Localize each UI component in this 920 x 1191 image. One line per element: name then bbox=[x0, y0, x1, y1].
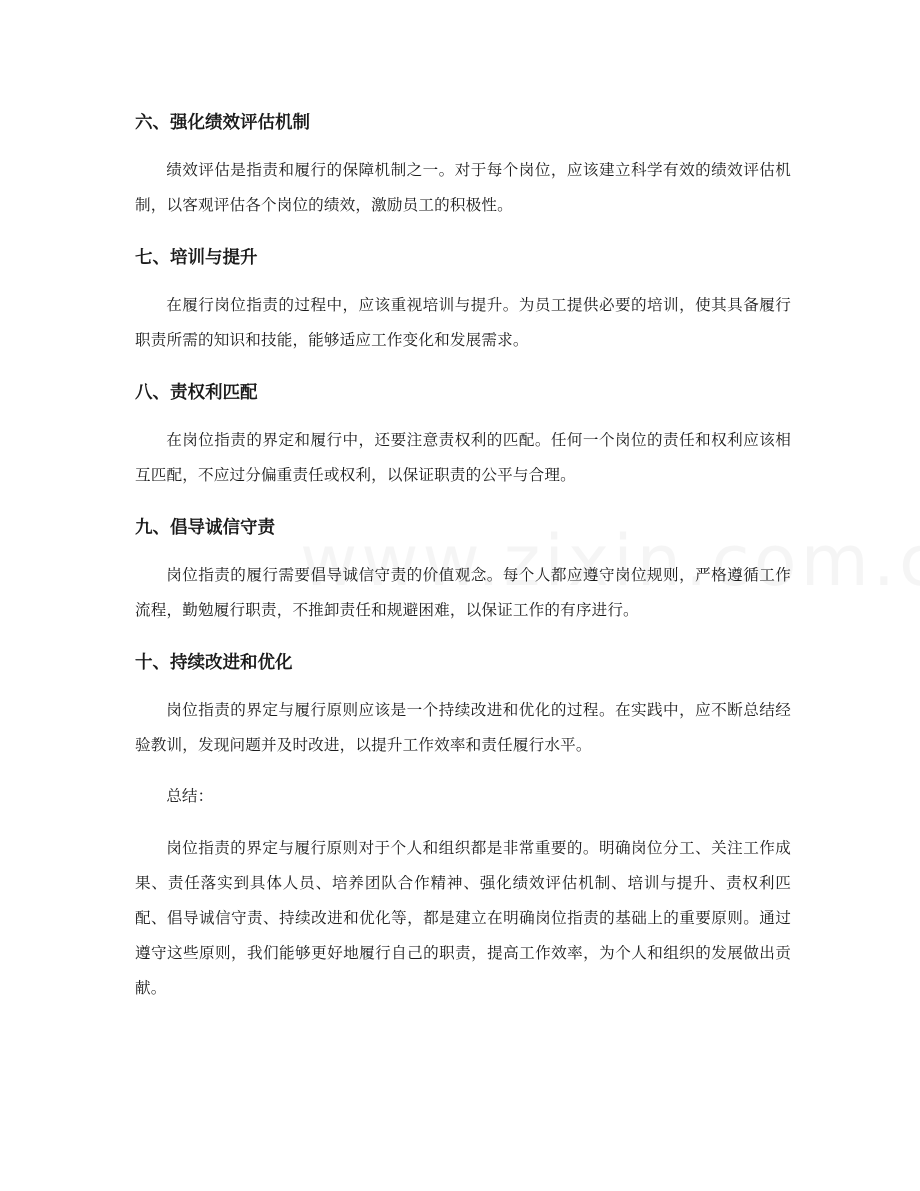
section-heading: 十、持续改进和优化 bbox=[135, 653, 293, 673]
section-paragraph: 在岗位指责的界定和履行中，还要注意责权利的匹配。任何一个岗位的责任和权利应该相互匹配，不应过分偏重责任或权利，以保证职责的公平与合理。 bbox=[135, 431, 791, 484]
section-9 bbox=[135, 509, 791, 628]
section-paragraph: 绩效评估是指责和履行的保障机制之一。对于每个岗位，应该建立科学有效的绩效评估机制，以客观评估各个岗位的绩效，激励员工的积极性。 bbox=[135, 161, 791, 214]
summary-paragraph: 岗位指责的界定与履行原则对于个人和组织都是非常重要的。明确岗位分工、关注工作成果、责任落实到具体人员、培养团队合作精神、强化绩效评估机制、培训与提升、责权利匹配、倡导诚信守责、持续改进和优化等，都是建立在明确岗位指责的基础上的重要原则。通过遵守这些原则，我们能够更好地履行自己的职责，提高工作效率，为个人和组织的发展做出贡献。 bbox=[135, 839, 791, 997]
section-heading: 九、倡导诚信守责 bbox=[135, 518, 275, 538]
summary-label: 总结： bbox=[166, 787, 214, 805]
section-6 bbox=[135, 104, 791, 223]
section-heading: 八、责权利匹配 bbox=[135, 383, 258, 403]
section-10 bbox=[135, 644, 791, 763]
section-heading: 七、培训与提升 bbox=[135, 248, 258, 268]
section-paragraph: 岗位指责的界定与履行原则应该是一个持续改进和优化的过程。在实践中，应不断总结经验教训，发现问题并及时改进，以提升工作效率和责任履行水平。 bbox=[135, 701, 791, 754]
document-body bbox=[135, 104, 791, 1022]
section-paragraph: 在履行岗位指责的过程中，应该重视培训与提升。为员工提供必要的培训，使其具备履行职责所需的知识和技能，能够适应工作变化和发展需求。 bbox=[135, 296, 791, 349]
section-paragraph: 岗位指责的履行需要倡导诚信守责的价值观念。每个人都应遵守岗位规则，严格遵循工作流程，勤勉履行职责，不推卸责任和规避困难，以保证工作的有序进行。 bbox=[135, 566, 791, 619]
section-8 bbox=[135, 374, 791, 493]
section-7 bbox=[135, 239, 791, 358]
summary-section bbox=[135, 779, 791, 1006]
section-heading: 六、强化绩效评估机制 bbox=[135, 113, 310, 133]
